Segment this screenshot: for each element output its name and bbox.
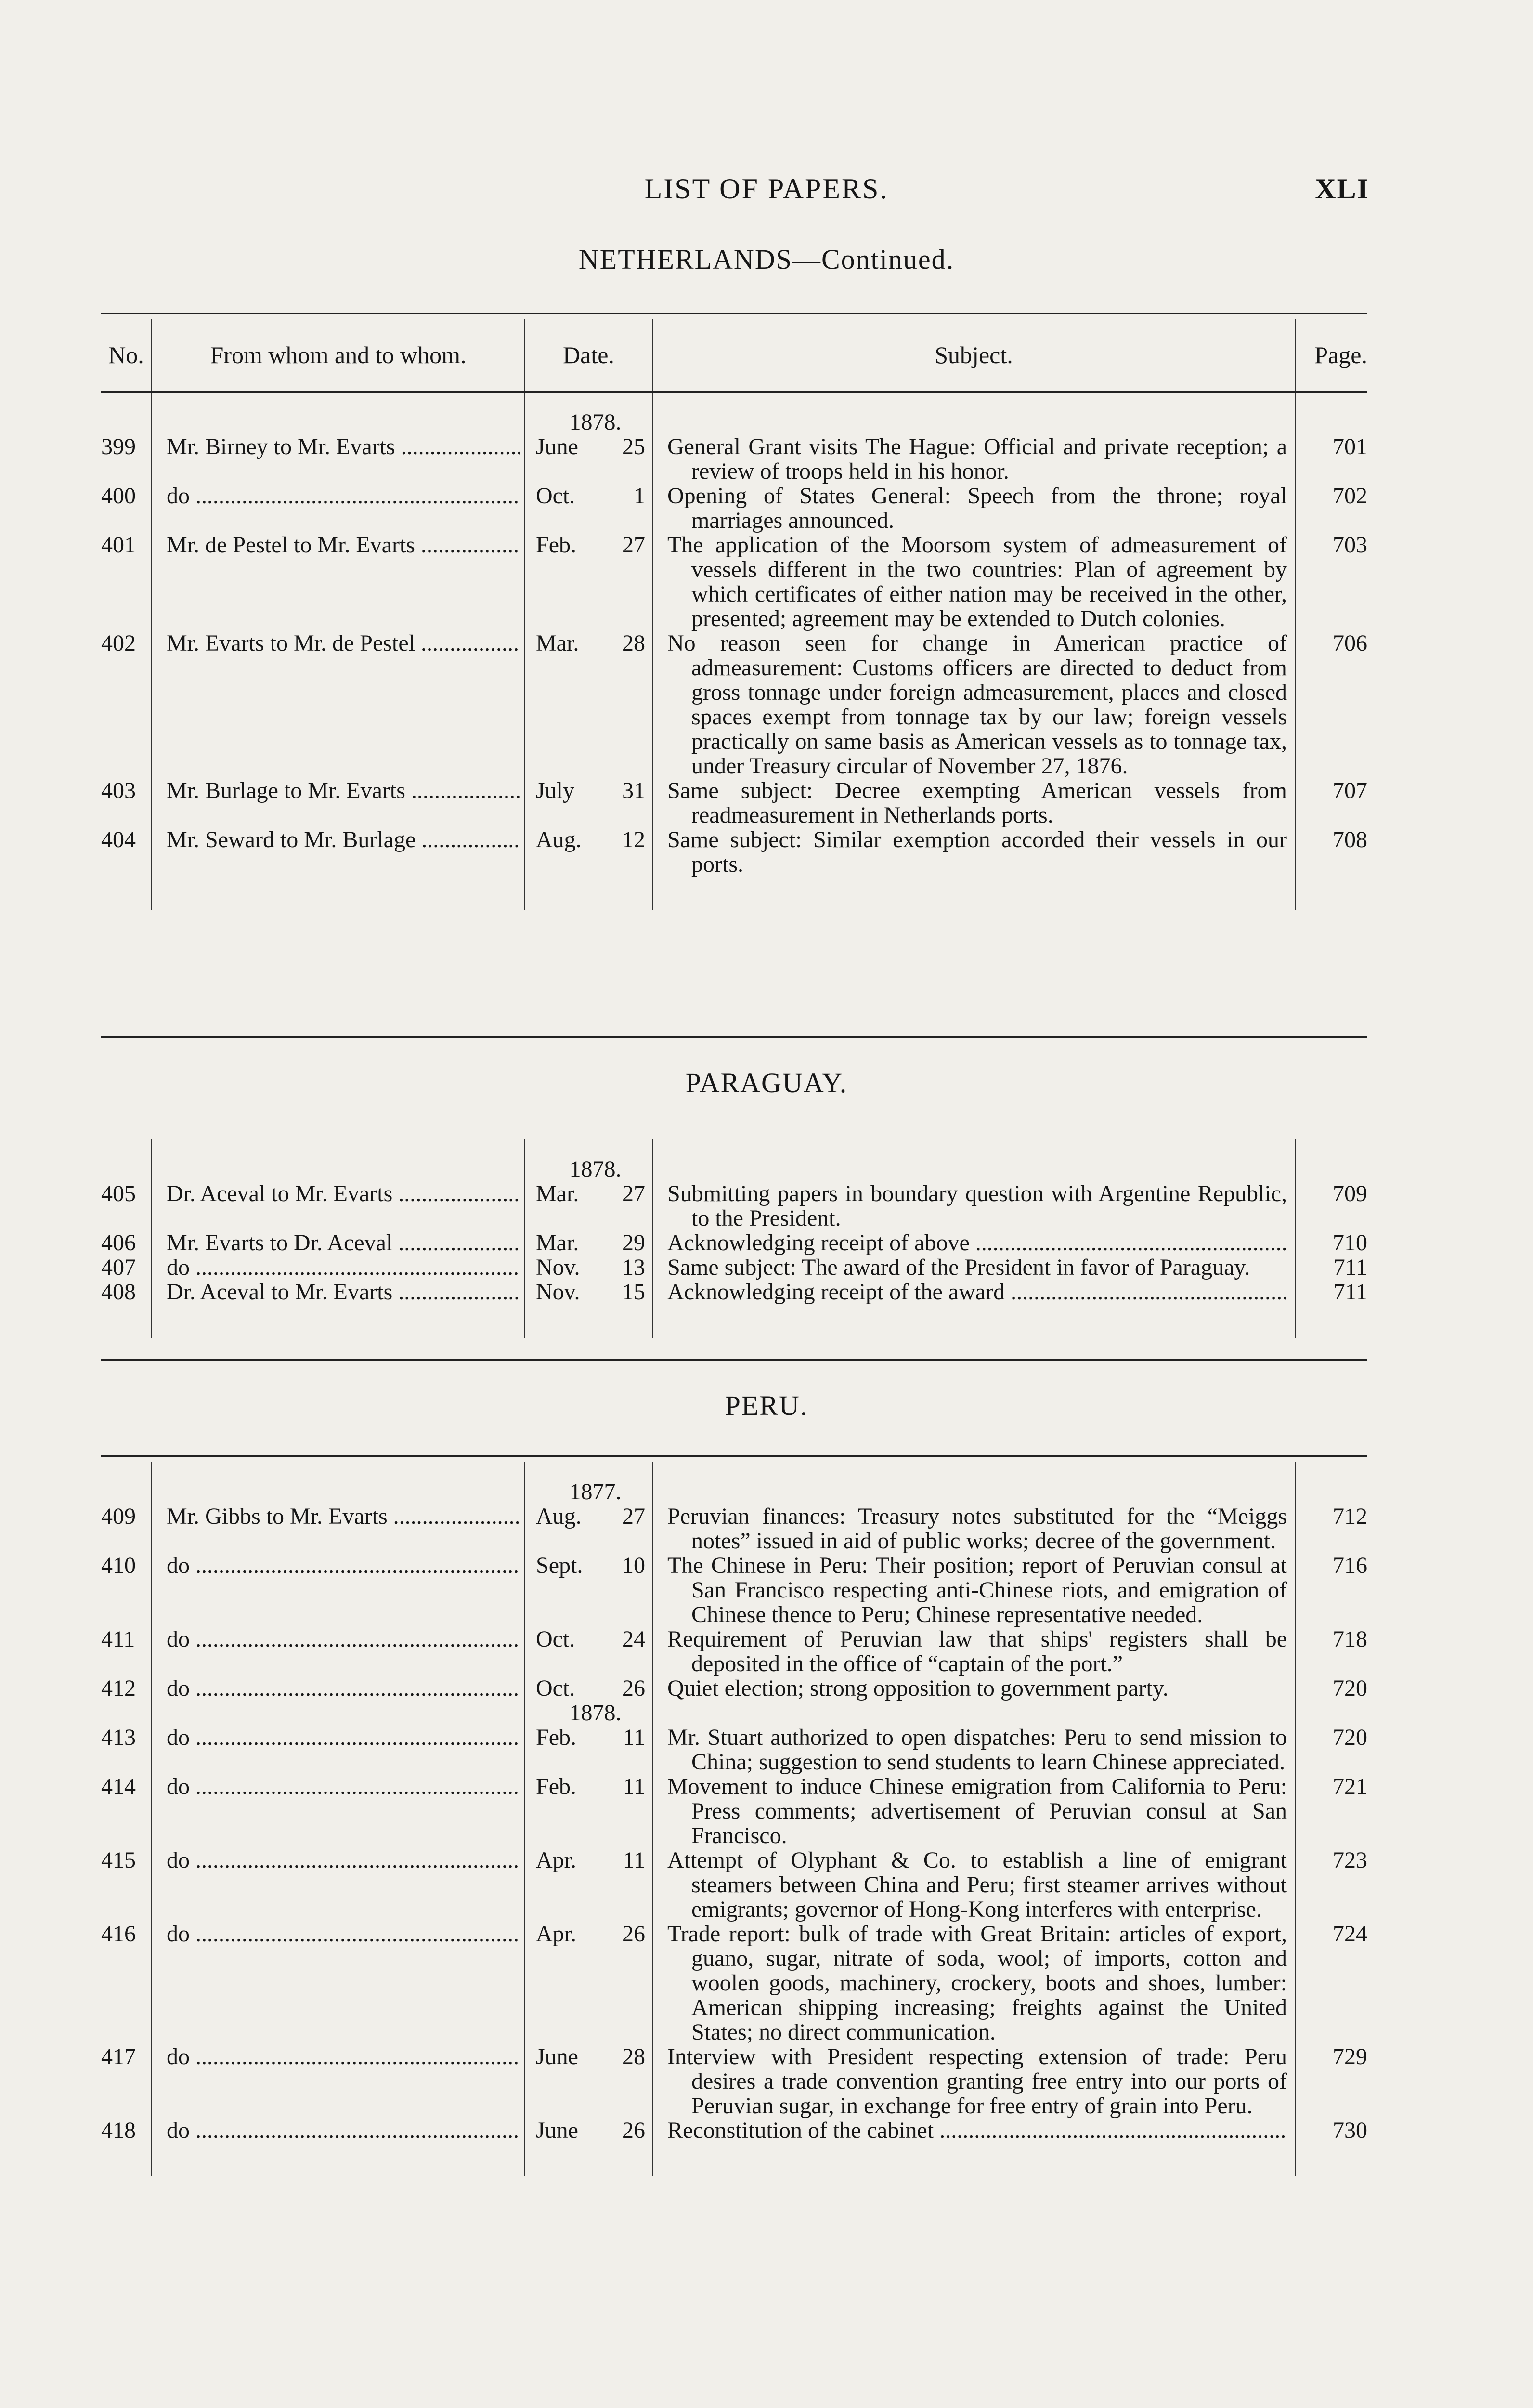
page-ref: 729 — [1295, 2044, 1367, 2118]
row-number: 409 — [101, 1504, 136, 1529]
page-ref: 720 — [1295, 1701, 1367, 1774]
correspondents: Mr. Evarts to Dr. Aceval ..... — [167, 1230, 520, 1255]
table-top-rule — [101, 1132, 1367, 1136]
tail-row — [101, 1304, 1367, 1338]
subject-text: Movement to induce Chinese emigration from California to Peru: Press comments; advertisement of Peruvian consul at San Francisco. — [667, 1774, 1287, 1848]
table-row — [101, 1701, 1367, 1774]
table-row — [101, 1676, 1367, 1701]
section-title-paraguay: PARAGUAY. — [685, 1067, 848, 1099]
table-row — [101, 1230, 1367, 1255]
row-number: 405 — [101, 1181, 136, 1206]
table-row — [101, 778, 1367, 827]
subject-text: Requirement of Peruvian law that ships' registers shall be deposited in the office of “captain of the port.” — [667, 1626, 1287, 1676]
date-year: 1877. — [569, 1479, 622, 1505]
correspondents: do ..... — [167, 2044, 520, 2069]
date-month: Oct. — [536, 483, 575, 509]
table-row — [101, 1627, 1367, 1676]
correspondents: Mr. Burlage to Mr. Evarts ..... — [167, 778, 520, 803]
table-row — [101, 631, 1367, 778]
subject-text: Acknowledging receipt of the award ..... — [667, 1280, 1287, 1304]
row-number: 399 — [101, 434, 136, 459]
subject-text: Same subject: Decree exempting American vessels from readmeasurement in Netherlands ports. — [667, 778, 1287, 828]
section-title-peru: PERU. — [725, 1390, 808, 1421]
subject-text: Acknowledging receipt of above ..... — [667, 1230, 1287, 1255]
date-year: 1878. — [569, 409, 622, 435]
correspondents: do ..... — [167, 484, 520, 508]
spacer-row — [101, 1462, 1367, 1479]
row-number: 402 — [101, 630, 136, 656]
row-number: 407 — [101, 1255, 136, 1280]
row-number: 416 — [101, 1921, 136, 1947]
page-ref: 706 — [1295, 631, 1367, 778]
subject-text: Peruvian finances: Treasury notes substituted for the “Meiggs notes” issued in aid of public works; decree of the government. — [667, 1504, 1287, 1554]
correspondents: Dr. Aceval to Mr. Evarts ..... — [167, 1280, 520, 1304]
page-ref: 702 — [1295, 484, 1367, 533]
date-month: Sept. — [536, 1553, 583, 1578]
page-ref: 721 — [1295, 1774, 1367, 1848]
table-row — [101, 484, 1367, 533]
row-number: 412 — [101, 1675, 136, 1701]
paraguay-rows — [101, 1139, 1367, 1338]
row-number: 403 — [101, 778, 136, 803]
page-ref: 710 — [1295, 1230, 1367, 1255]
row-number: 408 — [101, 1279, 136, 1305]
subject-text: General Grant visits The Hague: Official and private reception; a review of troops held in his honor. — [667, 434, 1287, 484]
paraguay-table — [101, 1139, 1367, 1338]
spacer-row — [101, 1139, 1367, 1157]
date-month: Apr. — [536, 1847, 576, 1873]
table-row — [101, 2044, 1367, 2118]
correspondents: do ..... — [167, 1553, 520, 1578]
correspondents: Mr. de Pestel to Mr. Evarts ..... — [167, 533, 520, 557]
table-row — [101, 2118, 1367, 2143]
date-year: 1878. — [569, 1156, 622, 1182]
date-month: Mar. — [536, 1181, 579, 1206]
correspondents: do ..... — [167, 1676, 520, 1701]
date-day: 26 — [622, 1675, 645, 1701]
date-month: July — [536, 778, 575, 803]
subject-text: Attempt of Olyphant & Co. to establish a line of emigrant steamers between China and Peru; first steamer arrives without emigrants; governor of Hong-Kong interferes with enterprise. — [667, 1847, 1287, 1922]
row-number: 417 — [101, 2044, 136, 2069]
date-day: 29 — [622, 1230, 645, 1256]
date-day: 15 — [622, 1279, 645, 1305]
page-ref: 711 — [1295, 1280, 1367, 1304]
table-row — [101, 1280, 1367, 1304]
page-ref: 707 — [1295, 778, 1367, 827]
column-header-no: No. — [101, 319, 152, 392]
date-month: Oct. — [536, 1626, 575, 1652]
row-number: 410 — [101, 1553, 136, 1578]
row-number: 415 — [101, 1847, 136, 1873]
section-title-netherlands: NETHERLANDS—Continued. — [578, 244, 955, 275]
spacer-row — [101, 392, 1367, 410]
page-number: XLI — [1315, 173, 1369, 205]
date-month: June — [536, 434, 578, 459]
subject-text: Same subject: Similar exemption accorded their vessels in our ports. — [667, 827, 1287, 877]
row-number: 414 — [101, 1774, 136, 1799]
row-number: 406 — [101, 1230, 136, 1256]
netherlands-rows — [101, 392, 1367, 911]
date-month: Aug. — [536, 827, 582, 852]
row-number: 401 — [101, 532, 136, 558]
date-day: 24 — [622, 1626, 645, 1652]
page-ref: 718 — [1295, 1627, 1367, 1676]
table-top-rule — [101, 1455, 1367, 1460]
table-row — [101, 1255, 1367, 1280]
correspondents: Mr. Evarts to Mr. de Pestel ..... — [167, 631, 520, 655]
date-month: Apr. — [536, 1921, 576, 1947]
date-day: 1 — [634, 483, 645, 509]
date-day: 26 — [622, 2118, 645, 2143]
running-title: LIST OF PAPERS. — [644, 173, 889, 205]
date-day: 25 — [622, 434, 645, 459]
tail-row — [101, 2143, 1367, 2176]
subject-text: Submitting papers in boundary question with Argentine Republic, to the President. — [667, 1181, 1287, 1231]
page-ref: 712 — [1295, 1479, 1367, 1553]
date-month: Oct. — [536, 1675, 575, 1701]
table-row — [101, 1157, 1367, 1230]
correspondents: Mr. Seward to Mr. Burlage ..... — [167, 827, 520, 852]
table-bottom-rule — [101, 1359, 1367, 1361]
page-ref: 709 — [1295, 1157, 1367, 1230]
subject-text: Quiet election; strong opposition to government party. — [667, 1675, 1169, 1701]
row-number: 411 — [101, 1626, 135, 1652]
date-day: 27 — [622, 1504, 645, 1529]
page-ref: 701 — [1295, 410, 1367, 484]
page-ref: 724 — [1295, 1922, 1367, 2044]
row-number: 404 — [101, 827, 136, 852]
column-header-page: Page. — [1295, 319, 1367, 392]
subject-text: No reason seen for change in American practice of admeasurement: Customs officers are directed to deduct from gross tonnage under foreign admeasurement, places and closed spaces exempt from tonnage tax by our law; foreign vessels practically on same basis as American vessels as to tonnage tax, under Treasury circular of November 27, 1876. — [667, 630, 1287, 779]
table-row — [101, 1848, 1367, 1922]
column-header-row — [101, 319, 1367, 392]
peru-rows — [101, 1462, 1367, 2176]
column-header-subject: Subject. — [652, 319, 1295, 392]
correspondents: do ..... — [167, 2118, 520, 2143]
subject-text: Same subject: The award of the President in favor of Paraguay. — [667, 1255, 1250, 1280]
date-month: Nov. — [536, 1279, 580, 1305]
date-day: 26 — [622, 1921, 645, 1947]
correspondents: do ..... — [167, 1922, 520, 1946]
date-year: 1878. — [569, 1700, 622, 1726]
subject-text: The Chinese in Peru: Their position; report of Peruvian consul at San Francisco respecting anti-Chinese riots, and emigration of Chinese thence to Peru; Chinese representative needed. — [667, 1553, 1287, 1627]
row-number: 418 — [101, 2118, 136, 2143]
page-ref: 711 — [1295, 1255, 1367, 1280]
page-ref: 703 — [1295, 533, 1367, 631]
date-month: Feb. — [536, 1774, 576, 1799]
date-day: 11 — [623, 1774, 645, 1799]
date-day: 11 — [623, 1847, 645, 1873]
column-header-date: Date. — [525, 319, 652, 392]
table-row — [101, 1774, 1367, 1848]
table-row — [101, 1922, 1367, 2044]
correspondents: do ..... — [167, 1627, 520, 1651]
page-ref: 708 — [1295, 827, 1367, 877]
table-row — [101, 410, 1367, 484]
subject-text: The application of the Moorsom system of admeasurement of vessels different in the two countries: Plan of agreement by which certificates of either nation may be received in the other, presented; agreement may be extended to Dutch colonies. — [667, 532, 1287, 631]
row-number: 400 — [101, 483, 136, 509]
date-month: Mar. — [536, 630, 579, 656]
table-top-rule — [101, 313, 1367, 317]
date-day: 11 — [623, 1725, 645, 1750]
date-day: 13 — [622, 1255, 645, 1280]
correspondents: do ..... — [167, 1725, 520, 1750]
peru-table — [101, 1462, 1367, 2176]
tail-row — [101, 877, 1367, 910]
correspondents: Mr. Gibbs to Mr. Evarts ..... — [167, 1504, 520, 1529]
subject-text: Mr. Stuart authorized to open dispatches: Peru to send mission to China; suggestion to send students to learn Chinese appreciated. — [667, 1725, 1287, 1775]
date-month: June — [536, 2044, 578, 2069]
date-day: 27 — [622, 1181, 645, 1206]
correspondents: do ..... — [167, 1774, 520, 1799]
date-day: 28 — [622, 630, 645, 656]
date-month: Feb. — [536, 1725, 576, 1750]
subject-text: Trade report: bulk of trade with Great Britain: articles of export, guano, sugar, nitrate of soda, wool; of imports, cotton and woolen goods, machinery, crockery, boots and shoes, lumber: American shipping increasing; freights against the United States; no direct communication. — [667, 1921, 1287, 2045]
correspondents: Dr. Aceval to Mr. Evarts ..... — [167, 1181, 520, 1206]
subject-text: Opening of States General: Speech from the throne; royal marriages announced. — [667, 483, 1287, 533]
column-header-from: From whom and to whom. — [152, 319, 525, 392]
date-day: 10 — [622, 1553, 645, 1578]
table-row — [101, 1479, 1367, 1553]
row-number: 413 — [101, 1725, 136, 1750]
date-month: June — [536, 2118, 578, 2143]
date-month: Aug. — [536, 1504, 582, 1529]
table-bottom-rule — [101, 1036, 1367, 1038]
table-row — [101, 533, 1367, 631]
table-row — [101, 827, 1367, 877]
page-ref: 716 — [1295, 1553, 1367, 1627]
date-day: 12 — [622, 827, 645, 852]
date-day: 27 — [622, 532, 645, 558]
correspondents: do ..... — [167, 1848, 520, 1872]
date-day: 28 — [622, 2044, 645, 2069]
subject-text: Interview with President respecting extension of trade: Peru desires a trade convention granting free entry into our ports of Peruvian sugar, in exchange for free entry of grain into Peru. — [667, 2044, 1287, 2119]
page-ref: 730 — [1295, 2118, 1367, 2143]
netherlands-table — [101, 319, 1367, 910]
subject-text: Reconstitution of the cabinet ..... — [667, 2118, 1287, 2143]
table-row — [101, 1553, 1367, 1627]
date-month: Mar. — [536, 1230, 579, 1256]
date-day: 31 — [622, 778, 645, 803]
page-ref: 723 — [1295, 1848, 1367, 1922]
page-ref: 720 — [1295, 1676, 1367, 1701]
date-month: Nov. — [536, 1255, 580, 1280]
correspondents: do ..... — [167, 1255, 520, 1280]
correspondents: Mr. Birney to Mr. Evarts ..... — [167, 434, 520, 459]
date-month: Feb. — [536, 532, 576, 558]
